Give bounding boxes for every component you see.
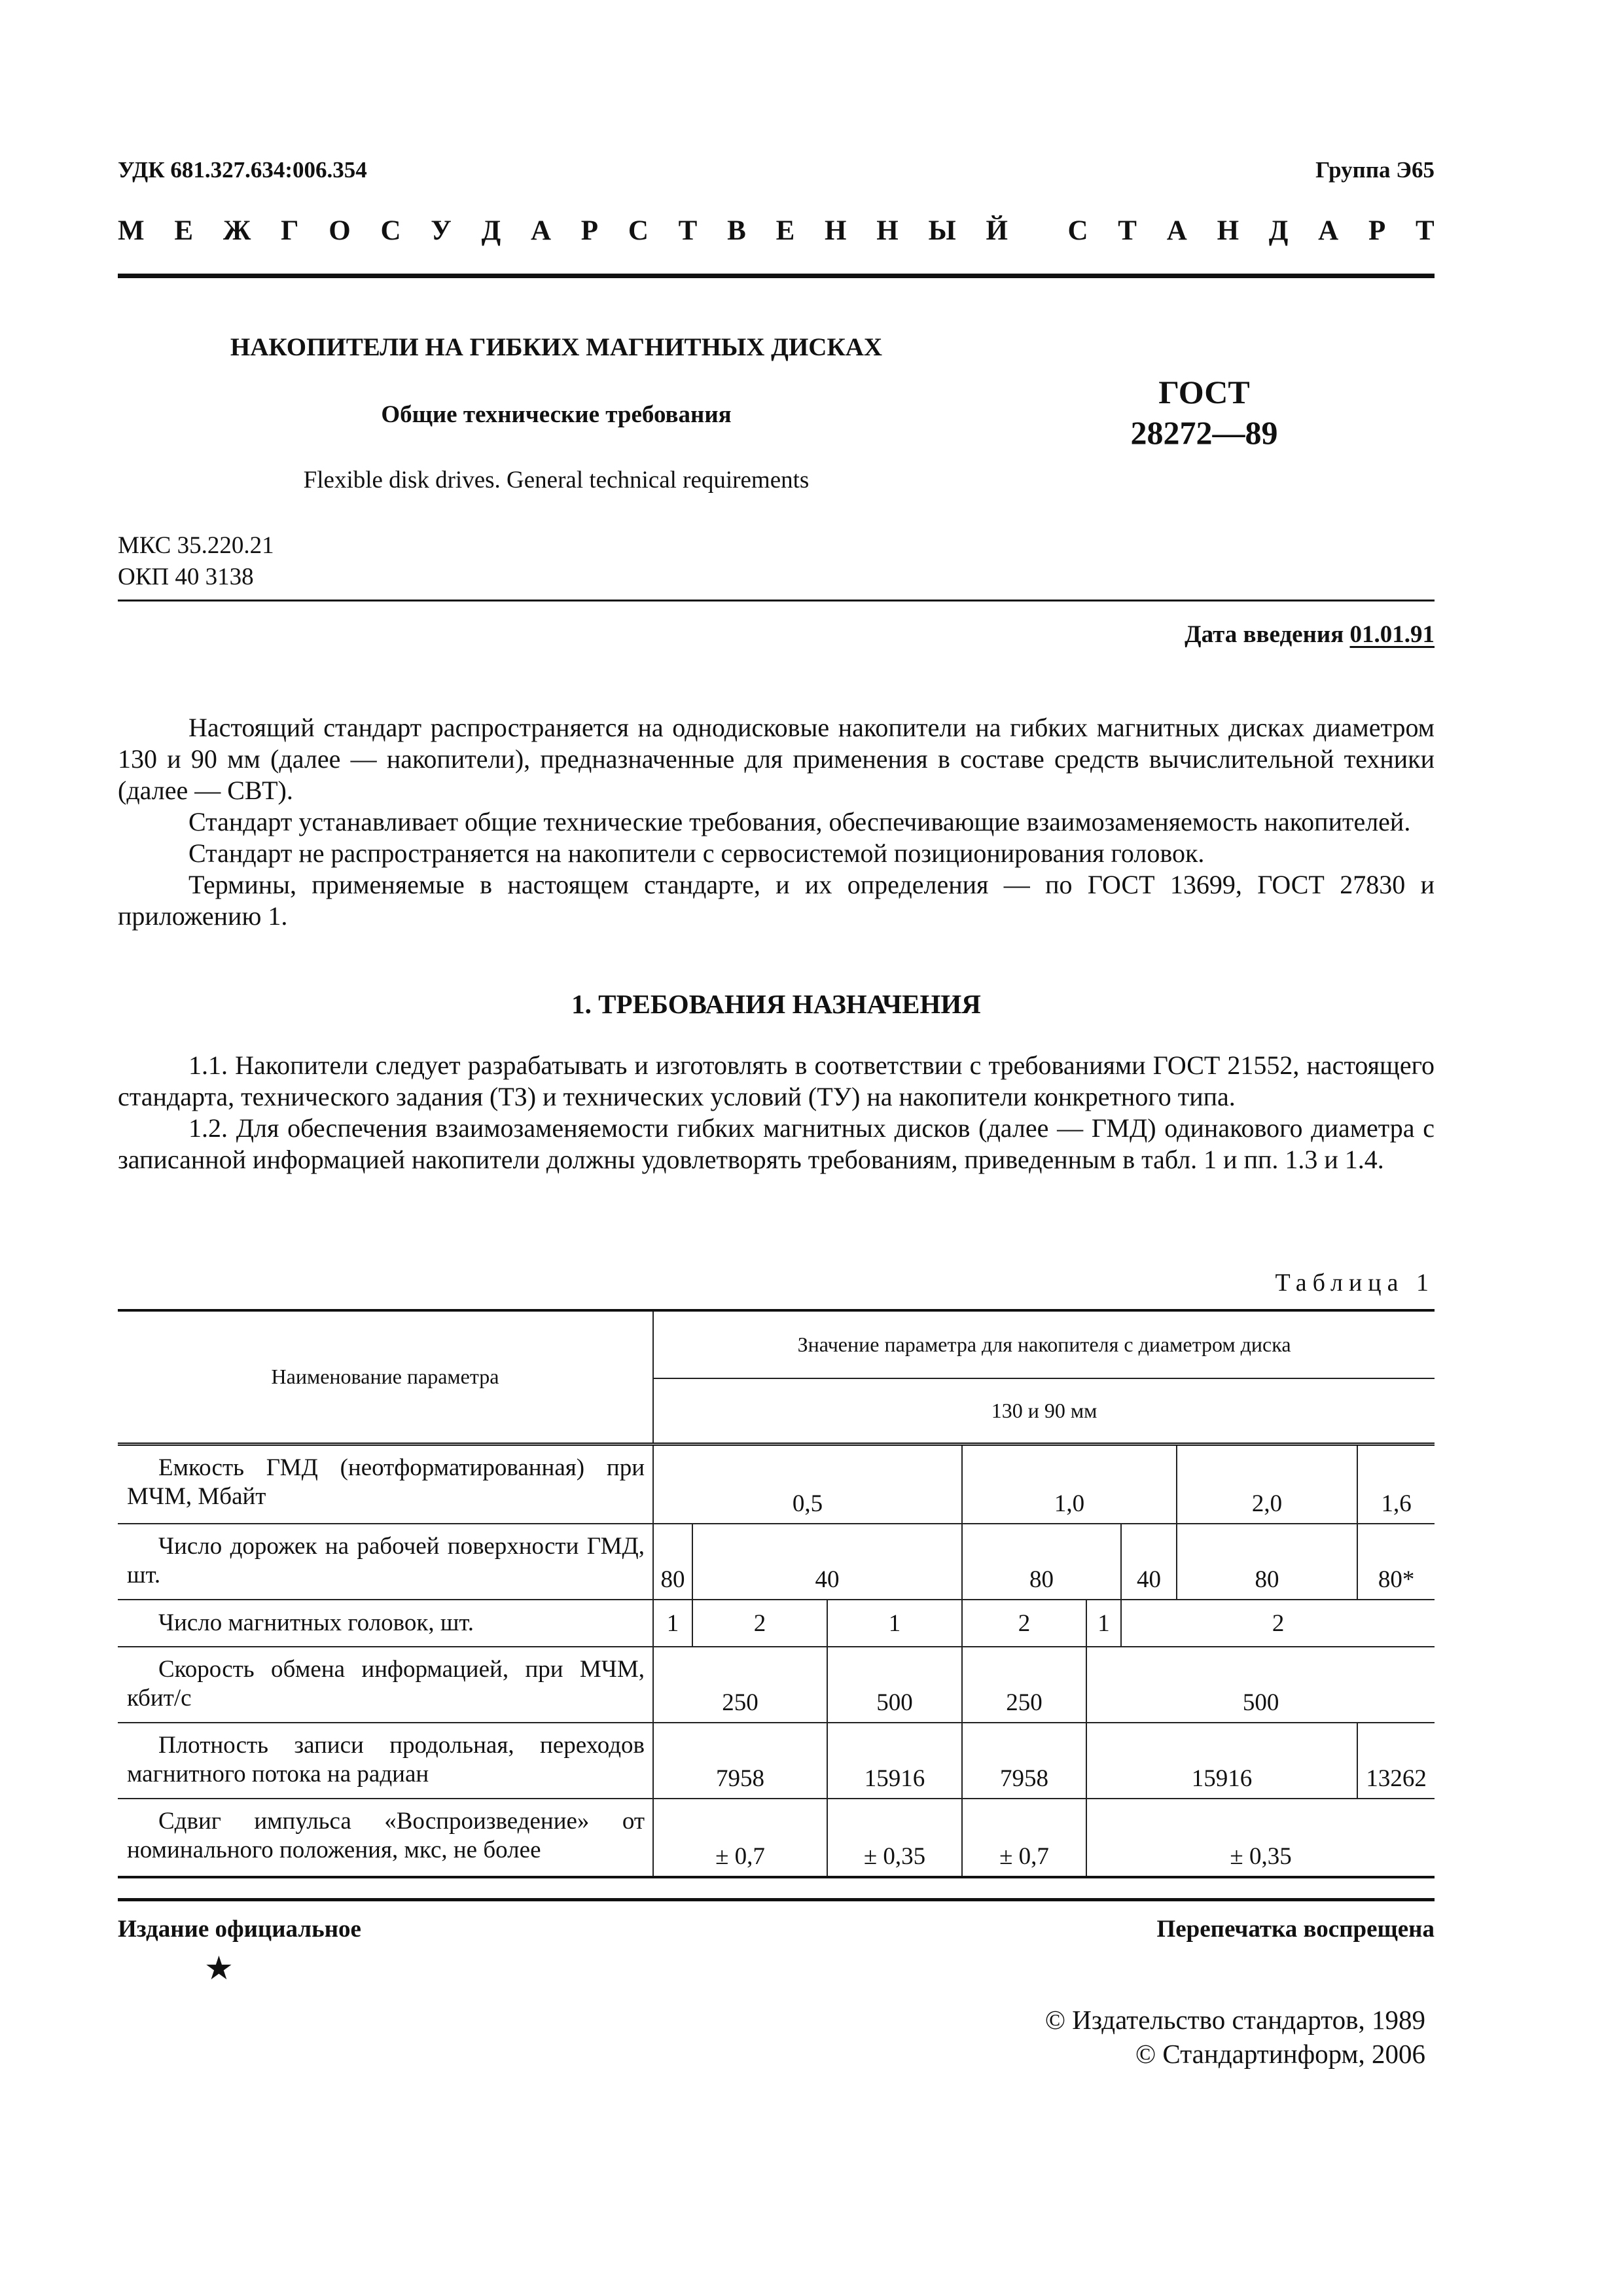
paragraph: Термины, применяемые в настоящем стандарте, и их определения — по ГОСТ 13699, ГОСТ 27830 и приложению 1.	[118, 870, 1435, 931]
intro-text	[118, 712, 1435, 932]
group-code: Группа Э65	[1315, 157, 1435, 183]
param-value: 7958	[653, 1723, 827, 1799]
param-value: 1	[653, 1600, 692, 1647]
table-caption: Таблица 1	[1275, 1269, 1435, 1297]
heading-letter: Г	[281, 215, 299, 246]
mks-code: МКС 35.220.21	[118, 532, 274, 559]
param-value: 80	[962, 1524, 1121, 1600]
heading-letter: Н	[876, 215, 899, 246]
date-value: 01.01.91	[1349, 621, 1435, 648]
official-edition-label: Издание официальное	[118, 1916, 361, 1943]
heading-letter: О	[329, 215, 351, 246]
heading-letter: Д	[481, 215, 501, 246]
param-name-text: Число дорожек на рабочей поверхности ГМД, шт.	[127, 1533, 645, 1588]
heading-letter: Р	[1368, 215, 1386, 246]
param-value: 15916	[827, 1723, 962, 1799]
heading-letter: Р	[580, 215, 599, 246]
classification-codes	[118, 530, 274, 593]
param-value: 250	[962, 1647, 1086, 1723]
heading-letter: Е	[174, 215, 194, 246]
param-value: 80	[1177, 1524, 1357, 1600]
table-row	[118, 1723, 1435, 1799]
heading-letter: С	[628, 215, 649, 246]
heading-letter: А	[530, 215, 552, 246]
param-name-text: Скорость обмена информацией, при МЧМ, кбит/с	[127, 1656, 645, 1712]
heading-letter: Ы	[928, 215, 956, 246]
heading-letter: А	[1318, 215, 1339, 246]
english-title: Flexible disk drives. General technical requirements	[303, 467, 810, 493]
param-value: ± 0,7	[962, 1799, 1086, 1877]
param-value: 7958	[962, 1723, 1086, 1799]
paragraph: Стандарт не распространяется на накопители с сервосистемой позиционирования головок.	[188, 838, 1205, 868]
param-value: 2	[692, 1600, 827, 1647]
heading-letter: Т	[1416, 215, 1435, 246]
param-value: 80*	[1357, 1524, 1435, 1600]
param-value: 2	[962, 1600, 1086, 1647]
param-value: 40	[1121, 1524, 1177, 1600]
date-label: Дата введения	[1185, 621, 1344, 648]
param-value: 500	[1086, 1647, 1435, 1723]
heading-letter: Ж	[223, 215, 251, 246]
gost-designation	[1060, 372, 1348, 453]
heading-letter: Н	[1217, 215, 1240, 246]
param-value: ± 0,35	[1086, 1799, 1435, 1877]
codes-divider	[118, 600, 1435, 601]
table-row	[118, 1524, 1435, 1600]
paragraph: Настоящий стандарт распространяется на однодисковые накопители на гибких магнитных дисках диаметром 130 и 90 мм (далее — накопители), предназначенные для применения в составе средств вычислительной техники (далее — СВТ).	[118, 713, 1435, 805]
parameters-table	[118, 1309, 1435, 1878]
okp-code: ОКП 40 3138	[118, 564, 254, 590]
table-row	[118, 1444, 1435, 1524]
heading-letter: В	[727, 215, 746, 246]
copyright-block	[1045, 2003, 1425, 2071]
param-name-text: Сдвиг импульса «Воспроизведение» от номинального положения, мкс, не более	[127, 1808, 645, 1863]
introduction-date	[1185, 620, 1435, 649]
table-row	[118, 1647, 1435, 1723]
param-value: 1,0	[962, 1444, 1177, 1524]
param-value: 500	[827, 1647, 962, 1723]
heading-letter: М	[118, 215, 145, 246]
document-title: НАКОПИТЕЛИ НА ГИБКИХ МАГНИТНЫХ ДИСКАХ	[230, 333, 883, 361]
header-param-name: Наименование параметра	[118, 1310, 653, 1444]
param-name	[118, 1524, 653, 1600]
paragraph: 1.2. Для обеспечения взаимозаменяемости гибких магнитных дисков (далее — ГМД) одинакового диаметра с записанной информацией накопители должны удовлетворять требованиям, приведенным в табл. 1 и пп. 1.3 и 1.4.	[118, 1113, 1435, 1174]
heading-letter: Д	[1268, 215, 1289, 246]
interstate-standard-heading	[118, 215, 1435, 247]
param-name-text: Емкость ГМД (неотформатированная) при МЧМ, Мбайт	[127, 1454, 645, 1510]
param-value: 250	[653, 1647, 827, 1723]
param-value: 2	[1121, 1600, 1435, 1647]
param-value: 80	[653, 1524, 692, 1600]
gost-number: 28272—89	[1130, 414, 1278, 451]
header-divider	[118, 274, 1435, 278]
param-value: 1	[827, 1600, 962, 1647]
star-icon: ★	[204, 1950, 234, 1986]
footer-divider	[118, 1898, 1435, 1901]
heading-letter: С	[1067, 215, 1088, 246]
heading-letter: Е	[776, 215, 795, 246]
param-value: 40	[692, 1524, 962, 1600]
heading-letter: У	[431, 215, 452, 246]
param-value: 15916	[1086, 1723, 1357, 1799]
section-title: 1. ТРЕБОВАНИЯ НАЗНАЧЕНИЯ	[571, 989, 981, 1019]
param-value: ± 0,7	[653, 1799, 827, 1877]
param-value: ± 0,35	[827, 1799, 962, 1877]
param-name	[118, 1444, 653, 1524]
copyright-line: © Издательство стандартов, 1989	[1044, 2005, 1425, 2035]
table-row	[118, 1799, 1435, 1877]
param-name	[118, 1723, 653, 1799]
heading-letter: Т	[678, 215, 698, 246]
param-value: 2,0	[1177, 1444, 1357, 1524]
param-name-text: Число магнитных головок, шт.	[158, 1609, 474, 1636]
param-name	[118, 1600, 653, 1647]
gost-label: ГОСТ	[1158, 374, 1250, 410]
heading-letter: А	[1166, 215, 1187, 246]
paragraph: 1.1. Накопители следует разрабатывать и изготовлять в соответствии с требованиями ГОСТ 21552, настоящего стандарта, технического задания (ТЗ) и технических условий (ТУ) на накопители конкретного типа.	[118, 1050, 1435, 1111]
param-value: 1	[1086, 1600, 1121, 1647]
heading-letter: Н	[825, 215, 847, 246]
param-name-text: Плотность записи продольная, переходов магнитного потока на радиан	[127, 1732, 645, 1787]
param-value: 13262	[1357, 1723, 1435, 1799]
param-name	[118, 1647, 653, 1723]
header-param-value: Значение параметра для накопителя с диаметром диска	[653, 1310, 1435, 1378]
param-name	[118, 1799, 653, 1877]
paragraph: Стандарт устанавливает общие технические требования, обеспечивающие взаимозаменяемость накопителей.	[188, 807, 1411, 836]
table-row	[118, 1600, 1435, 1647]
param-value: 0,5	[653, 1444, 962, 1524]
udk-code: УДК 681.327.634:006.354	[118, 157, 367, 183]
heading-letter: Т	[1118, 215, 1137, 246]
heading-letter: С	[380, 215, 401, 246]
param-value: 1,6	[1357, 1444, 1435, 1524]
document-subtitle: Общие технические требования	[381, 401, 732, 428]
reprint-prohibited-label: Перепечатка воспрещена	[1156, 1916, 1435, 1943]
header-diameter: 130 и 90 мм	[653, 1378, 1435, 1444]
section-text	[118, 1050, 1435, 1175]
copyright-line: © Стандартинформ, 2006	[1135, 2039, 1425, 2069]
heading-letter: Й	[986, 215, 1008, 246]
